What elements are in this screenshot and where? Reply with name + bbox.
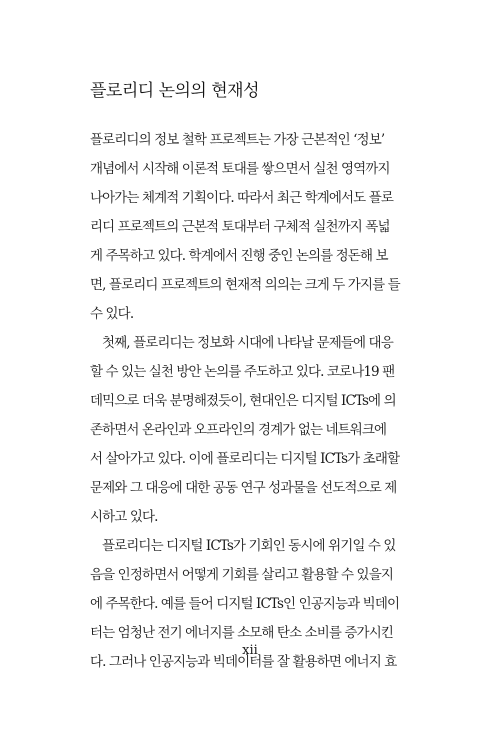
text-line: 존하면서 온라인과 오프라인의 경계가 없는 네트워크에 — [90, 422, 387, 438]
text-line: 터는 엄청난 전기 에너지를 소모해 탄소 소비를 증가시킨 — [90, 625, 393, 641]
text-line: 플로리디는 디지털 ICTs가 기회인 동시에 위기일 수 있 — [102, 538, 396, 554]
body-text — [90, 126, 420, 677]
text-line: 할 수 있는 실천 방안 논의를 주도하고 있다. 코로나19 팬 — [90, 364, 395, 380]
text-line: 플로리디의 정보 철학 프로젝트는 가장 근본적인 ‘정보’ — [90, 132, 385, 148]
text-line: 개념에서 시작해 이론적 토대를 쌓으면서 실천 영역까지 — [90, 161, 390, 177]
text-line: 문제와 그 대응에 대한 공동 연구 성과물을 선도적으로 제 — [90, 480, 397, 496]
text-line: 데믹으로 더욱 분명해졌듯이, 현대인은 디지털 ICTs에 의 — [90, 393, 396, 409]
text-line: 음을 인정하면서 어떻게 기회를 살리고 활용할 수 있을지 — [90, 567, 393, 583]
text-line: 면, 플로리디 프로젝트의 현재적 의의는 크게 두 가지를 들 — [90, 277, 400, 293]
text-line: 다. 그러나 인공지능과 빅데이터를 잘 활용하면 에너지 효 — [90, 654, 397, 670]
text-line: 게 주목하고 있다. 학계에서 진행 중인 논의를 정돈해 보 — [90, 248, 388, 264]
text-line: 나아가는 체계적 기획이다. 따라서 최근 학계에서도 플로 — [90, 190, 393, 206]
text-line: 시하고 있다. — [90, 509, 158, 525]
text-line: 에 주목한다. 예를 들어 디지털 ICTs인 인공지능과 빅데이 — [90, 596, 400, 612]
text-line: 서 살아가고 있다. 이에 플로리디는 디지털 ICTs가 초래할 — [90, 451, 400, 467]
section-heading: 플로리디 논의의 현재성 — [90, 81, 260, 101]
page-number: xii — [242, 643, 258, 658]
text-line: 수 있다. — [90, 306, 134, 322]
text-line: 리디 프로젝트의 근본적 토대부터 구체적 실천까지 폭넓 — [90, 219, 390, 235]
text-line: 첫째, 플로리디는 정보화 시대에 나타날 문제들에 대응 — [102, 335, 393, 351]
